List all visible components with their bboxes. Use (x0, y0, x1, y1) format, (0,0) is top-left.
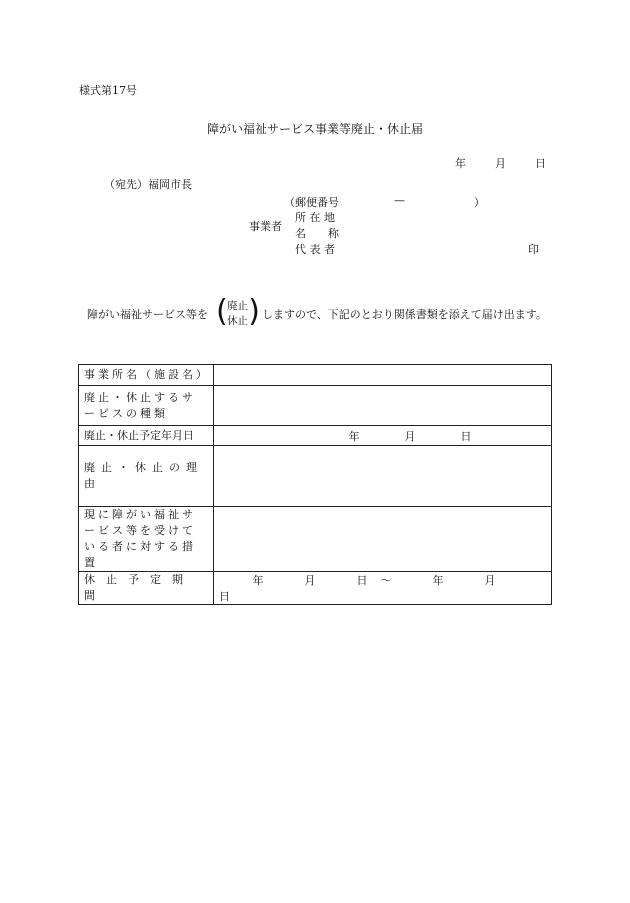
end-day-label: 日 (219, 590, 230, 603)
end-year-label: 年 (432, 574, 444, 587)
reason-label: 廃止・休止の理由 (79, 446, 214, 507)
day-label: 日 (460, 429, 472, 443)
form-title: 障がい福祉サービス事業等廃止・休止届 (206, 122, 423, 136)
table-row (79, 386, 552, 426)
period-field[interactable] (214, 572, 552, 605)
year-label: 年 (455, 157, 466, 170)
reason-field[interactable] (214, 446, 552, 507)
table-row (79, 446, 552, 507)
left-paren-icon: ( (216, 294, 228, 329)
range-separator: ～ (380, 574, 392, 587)
month-label: 月 (495, 157, 506, 170)
planned-date-field[interactable] (214, 426, 552, 446)
form-number: 様式第17号 (79, 84, 137, 97)
right-paren-icon: ) (248, 294, 260, 329)
address-label: 所 在 地 (295, 211, 335, 224)
applicant-label: 事業者 (249, 220, 282, 233)
statement-prefix: 障がい福祉サービス等を (87, 308, 208, 321)
year-label: 年 (348, 429, 360, 443)
statement-suffix: しますので、下記のとおり関係書類を添えて届け出ます。 (262, 308, 547, 321)
table-row (79, 426, 552, 446)
option-suspend: 休止 (227, 315, 248, 327)
table-row (79, 365, 552, 386)
postal-label: （郵便番号 (284, 196, 339, 209)
planned-date-label: 廃止・休止予定年月日 (79, 426, 214, 446)
table-row (79, 572, 552, 605)
postal-close: ） (474, 196, 485, 209)
name-label: 名 称 (295, 227, 339, 240)
facility-name-label: 事業所名（施設名） (79, 365, 214, 386)
abolish-suspend-choice (216, 294, 260, 329)
postal-dash: — (394, 194, 405, 207)
option-abolish: 廃止 (227, 300, 248, 312)
postal-code-line (284, 194, 485, 210)
measures-field[interactable] (214, 507, 552, 572)
measures-label: 現に障がい福祉サービス等を受けている者に対する措置 (79, 507, 214, 572)
period-label: 休止予定期間 (79, 572, 214, 605)
start-month-label: 月 (304, 574, 316, 587)
submission-date (455, 155, 546, 171)
facility-name-field[interactable] (214, 365, 552, 386)
service-type-field[interactable] (214, 386, 552, 426)
end-month-label: 月 (484, 574, 496, 587)
seal-mark: 印 (528, 243, 539, 256)
table-row (79, 507, 552, 572)
service-type-label: 廃止・休止するサービスの種類 (79, 386, 214, 426)
addressee: （宛先）福岡市長 (104, 178, 192, 191)
start-day-label: 日 (356, 574, 368, 587)
representative-label: 代 表 者 (295, 243, 335, 256)
day-label: 日 (535, 157, 546, 170)
start-year-label: 年 (252, 574, 264, 587)
notification-table (78, 364, 552, 605)
month-label: 月 (404, 429, 416, 443)
